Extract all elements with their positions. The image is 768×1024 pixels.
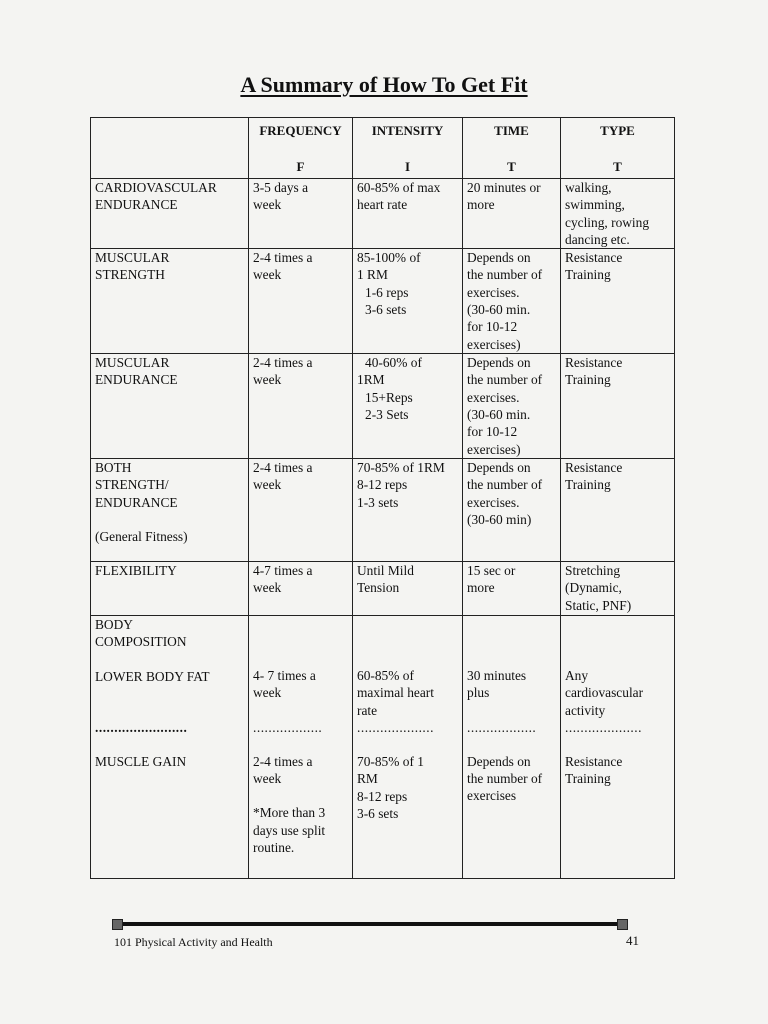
cell-frequency: 2-4 times a week — [249, 354, 353, 459]
row-label-strength: MUSCULAR STRENGTH — [91, 249, 249, 354]
header-frequency: FREQUENCY F — [249, 118, 353, 179]
cell-type: Resistance Training — [561, 249, 675, 354]
cell-type: Any cardiovascular activity .................... Resistance Training — [561, 615, 675, 878]
cell-intensity: Until Mild Tension — [353, 561, 463, 615]
footer-rule — [115, 922, 627, 926]
cell-time: 15 sec or more — [463, 561, 561, 615]
cell-time: Depends on the number of exercises. (30-60 min. for 10-12 exercises) — [463, 354, 561, 459]
cell-type: Stretching (Dynamic, Static, PNF) — [561, 561, 675, 615]
table-row — [91, 561, 675, 615]
header-type: TYPE T — [561, 118, 675, 179]
cell-type: walking, swimming, cycling, rowing dancing etc. — [561, 179, 675, 249]
cell-frequency: 2-4 times a week — [249, 458, 353, 561]
footer-rule-end-right — [617, 919, 628, 930]
empty-corner-cell — [91, 118, 249, 179]
fitness-summary-table — [90, 117, 675, 879]
table-row — [91, 615, 675, 878]
page-title: A Summary of How To Get Fit — [240, 72, 528, 97]
table-row — [91, 249, 675, 354]
cell-time: Depends on the number of exercises. (30-60 min. for 10-12 exercises) — [463, 249, 561, 354]
cell-intensity: 60-85% of max heart rate — [353, 179, 463, 249]
cell-intensity: 85-100% of 1 RM 1-6 reps 3-6 sets — [353, 249, 463, 354]
cell-frequency: 3-5 days a week — [249, 179, 353, 249]
row-label-endurance: MUSCULAR ENDURANCE — [91, 354, 249, 459]
cell-frequency: 4- 7 times a week .................. 2-4 times a week *More than 3 days use split routine. — [249, 615, 353, 878]
cell-frequency: 2-4 times a week — [249, 249, 353, 354]
header-time: TIME T — [463, 118, 561, 179]
row-label-flexibility: FLEXIBILITY — [91, 561, 249, 615]
cell-time: Depends on the number of exercises. (30-60 min) — [463, 458, 561, 561]
row-label-both: BOTH STRENGTH/ ENDURANCE (General Fitness) — [91, 458, 249, 561]
cell-intensity: 70-85% of 1RM 8-12 reps 1-3 sets — [353, 458, 463, 561]
cell-intensity: 40-60% of 1RM 15+Reps 2-3 Sets — [353, 354, 463, 459]
header-intensity: INTENSITY I — [353, 118, 463, 179]
table-row — [91, 179, 675, 249]
header-row — [91, 118, 675, 179]
footer-rule-end-left — [112, 919, 123, 930]
cell-type: Resistance Training — [561, 458, 675, 561]
page-number: 41 — [626, 933, 639, 948]
cell-frequency: 4-7 times a week — [249, 561, 353, 615]
table-row — [91, 354, 675, 459]
cell-intensity: 60-85% of maximal heart rate .................... 70-85% of 1 RM 8-12 reps 3-6 sets — [353, 615, 463, 878]
footer-course-title: 101 Physical Activity and Health — [114, 935, 273, 949]
table-row — [91, 458, 675, 561]
row-label-body-composition: BODY COMPOSITION LOWER BODY FAT ........................ MUSCLE GAIN — [91, 615, 249, 878]
cell-type: Resistance Training — [561, 354, 675, 459]
cell-time: 30 minutes plus .................. Depends on the number of exercises — [463, 615, 561, 878]
cell-time: 20 minutes or more — [463, 179, 561, 249]
row-label-cardio: CARDIOVASCULAR ENDURANCE — [91, 179, 249, 249]
